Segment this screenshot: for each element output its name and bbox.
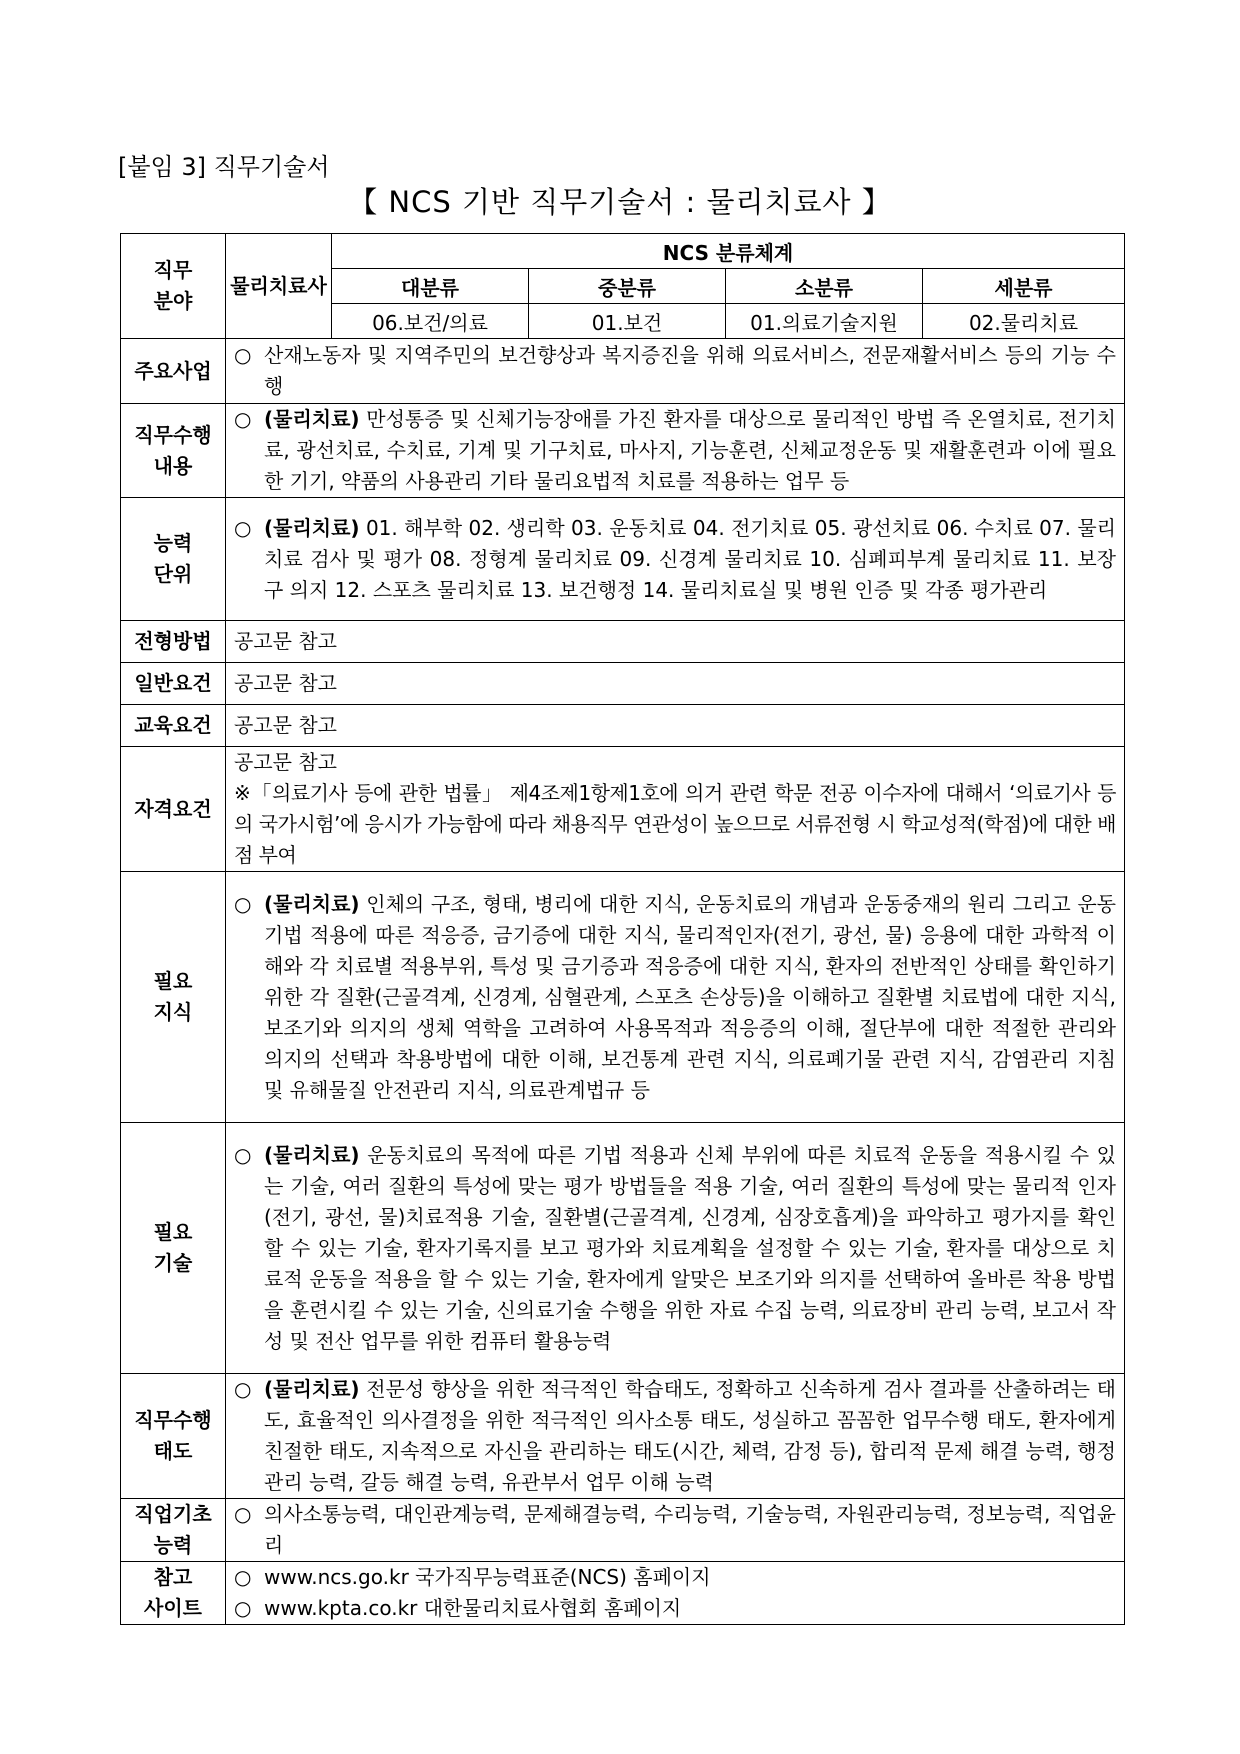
row-attitude [121, 1374, 1125, 1499]
row-reference-sites [121, 1562, 1125, 1625]
row-general [121, 663, 1125, 705]
job-name: 물리치료사 [226, 234, 332, 339]
qualification-note: ※「의료기사 등에 관한 법률」 제4조제1항제1호에 의거 관련 학문 전공 이수자에 대해서 ‘의료기사 등의 국가시험’에 응시가 가능함에 따라 채용직무 연관성이 높으므로 서류전형 시 학교성적(학점)에 대한 배점 부여 [234, 781, 1116, 867]
document-title: 【 NCS 기반 직무기술서 : 물리치료사 】 [348, 185, 892, 219]
knowledge-tag: (물리치료) [264, 891, 360, 916]
general-label: 일반요건 [121, 663, 226, 705]
attitude-label: 직무수행 태도 [121, 1374, 226, 1499]
reference-site-ncs-text: www.ncs.go.kr 국가직무능력표준(NCS) 홈페이지 [264, 1565, 711, 1589]
duty-text: 만성통증 및 신체기능장애를 가진 환자를 대상으로 물리적인 방법 즉 온열치료, 전기치료, 광선치료, 수치료, 기계 및 기구치료, 마사지, 기능훈련, 신체교정운동 및 재활훈련과 이에 필요한 기기, 약품의 사용관리 기타 물리요법적 치료를 적용하는 업무 등 [264, 407, 1116, 493]
ncs-value-major: 06.보건/의료 [332, 304, 529, 339]
ncs-column-detail: 세분류 [923, 269, 1125, 304]
qualification-label: 자격요건 [121, 747, 226, 872]
main-business-label: 주요사업 [121, 339, 226, 404]
row-selection [121, 621, 1125, 663]
ncs-column-major: 대분류 [332, 269, 529, 304]
ncs-value-middle: 01.보건 [529, 304, 726, 339]
row-education [121, 705, 1125, 747]
duty-tag: (물리치료) [264, 407, 360, 431]
circle-bullet-icon: ○ [234, 1377, 252, 1401]
knowledge-text: 인체의 구조, 형태, 병리에 대한 지식, 운동치료의 개념과 운동중재의 원리 그리고 운동기법 적용에 따른 적응증, 금기증에 대한 지식, 물리적인자(전기, 광선, 물) 응용에 대한 과학적 이해와 각 치료별 적용부위, 특성 및 금기증과 적응증에 대한 지식, 환자의 전반적인 상태를 확인하기 위한 각 질환(근골격계, 신경계, 심혈관계, 스포츠 손상등)을 이해하고 질환별 치료법에 대한 지식, 보조기와 의지의 생체 역학을 고려하여 사용목적과 적응증의 이해, 절단부에 대한 적절한 관리와 의지의 선택과 착용방법에 대한 이해, 보건통계 관련 지식, 의료폐기물 관련 지식, 감염관리 지침 및 유해물질 안전관리 지식, 의료관계법규 등 [264, 891, 1116, 1102]
circle-bullet-icon: ○ [234, 515, 252, 540]
qualification-text: 공고문 참고 [234, 750, 337, 774]
job-description-table [120, 233, 1125, 1625]
skill-text: 운동치료의 목적에 따른 기법 적용과 신체 부위에 따른 치료적 운동을 적용시킬 수 있는 기술, 여러 질환의 특성에 맞는 평가 방법들을 적용 기술, 여러 질환의 특성에 맞는 물리적 인자(전기, 광선, 물)치료적용 기술, 질환별(근골격계, 신경계, 심장호흡계)을 파악하고 평가지를 확인할 수 있는 기술, 환자기록지를 보고 평가와 치료계획을 설정할 수 있는 기술, 환자를 대상으로 치료적 운동을 적용을 할 수 있는 기술, 환자에게 알맞은 보조기와 의지를 선택하여 올바른 착용 방법을 훈련시킬 수 있는 기술, 신의료기술 수행을 위한 자료 수집 능력, 의료장비 관리 능력, 보고서 작성 및 전산 업무를 위한 컴퓨터 활용능력 [264, 1142, 1116, 1353]
ncs-value-detail: 02.물리치료 [923, 304, 1125, 339]
ability-tag: (물리치료) [264, 515, 360, 540]
circle-bullet-icon: ○ [234, 1502, 252, 1526]
row-ability-units [121, 498, 1125, 621]
circle-bullet-icon: ○ [234, 343, 252, 367]
circle-bullet-icon: ○ [234, 891, 252, 916]
ncs-column-minor: 소분류 [726, 269, 923, 304]
basic-competency-text: 의사소통능력, 대인관계능력, 문제해결능력, 수리능력, 기술능력, 자원관리능력, 정보능력, 직업윤리 [264, 1502, 1116, 1557]
knowledge-label: 필요 지식 [121, 872, 226, 1123]
reference-sites-label: 참고 사이트 [121, 1562, 226, 1625]
row-basic-competency [121, 1499, 1125, 1562]
reference-site-kpta-text: www.kpta.co.kr 대한물리치료사협회 홈페이지 [264, 1596, 682, 1620]
basic-competency-label: 직업기초 능력 [121, 1499, 226, 1562]
attitude-tag: (물리치료) [264, 1377, 360, 1401]
circle-bullet-icon: ○ [234, 1142, 252, 1167]
selection-text: 공고문 참고 [226, 621, 1125, 663]
ability-units-label: 능력 단위 [121, 498, 226, 621]
job-field-label: 직무 분야 [121, 234, 226, 339]
row-qualification [121, 747, 1125, 872]
row-skill [121, 1123, 1125, 1374]
circle-bullet-icon: ○ [234, 1596, 252, 1620]
ability-text: 01. 해부학 02. 생리학 03. 운동치료 04. 전기치료 05. 광선치료 06. 수치료 07. 물리치료 검사 및 평가 08. 정형계 물리치료 09. 신경계 물리치료 10. 심폐피부계 물리치료 11. 보장구 의지 12. 스포츠 물리치료 13. 보건행정 14. 물리치료실 및 병원 인증 및 각종 평가관리 [264, 515, 1116, 602]
main-business-text: 산재노동자 및 지역주민의 보건향상과 복지증진을 위해 의료서비스, 전문재활서비스 등의 기능 수행 [264, 343, 1116, 398]
reference-site-ncs [234, 1562, 1116, 1593]
attachment-label: [붙임 3] 직무기술서 [118, 153, 330, 181]
row-knowledge [121, 872, 1125, 1123]
selection-label: 전형방법 [121, 621, 226, 663]
ncs-value-minor: 01.의료기술지원 [726, 304, 923, 339]
row-duty [121, 404, 1125, 498]
attitude-text: 전문성 향상을 위한 적극적인 학습태도, 정확하고 신속하게 검사 결과를 산출하려는 태도, 효율적인 의사결정을 위한 적극적인 의사소통 태도, 성실하고 꼼꼼한 업무수행 태도, 환자에게 친절한 태도, 지속적으로 자신을 관리하는 태도(시간, 체력, 감정 등), 합리적 문제 해결 능력, 행정관리 능력, 갈등 해결 능력, 유관부서 업무 이해 능력 [264, 1377, 1116, 1494]
reference-site-kpta [234, 1593, 1116, 1624]
ncs-classification-title: NCS 분류체계 [332, 234, 1125, 269]
circle-bullet-icon: ○ [234, 407, 252, 431]
skill-tag: (물리치료) [264, 1142, 360, 1167]
general-text: 공고문 참고 [226, 663, 1125, 705]
row-main-business [121, 339, 1125, 404]
duty-label: 직무수행 내용 [121, 404, 226, 498]
education-label: 교육요건 [121, 705, 226, 747]
education-text: 공고문 참고 [226, 705, 1125, 747]
skill-label: 필요 기술 [121, 1123, 226, 1374]
ncs-column-middle: 중분류 [529, 269, 726, 304]
circle-bullet-icon: ○ [234, 1565, 252, 1589]
